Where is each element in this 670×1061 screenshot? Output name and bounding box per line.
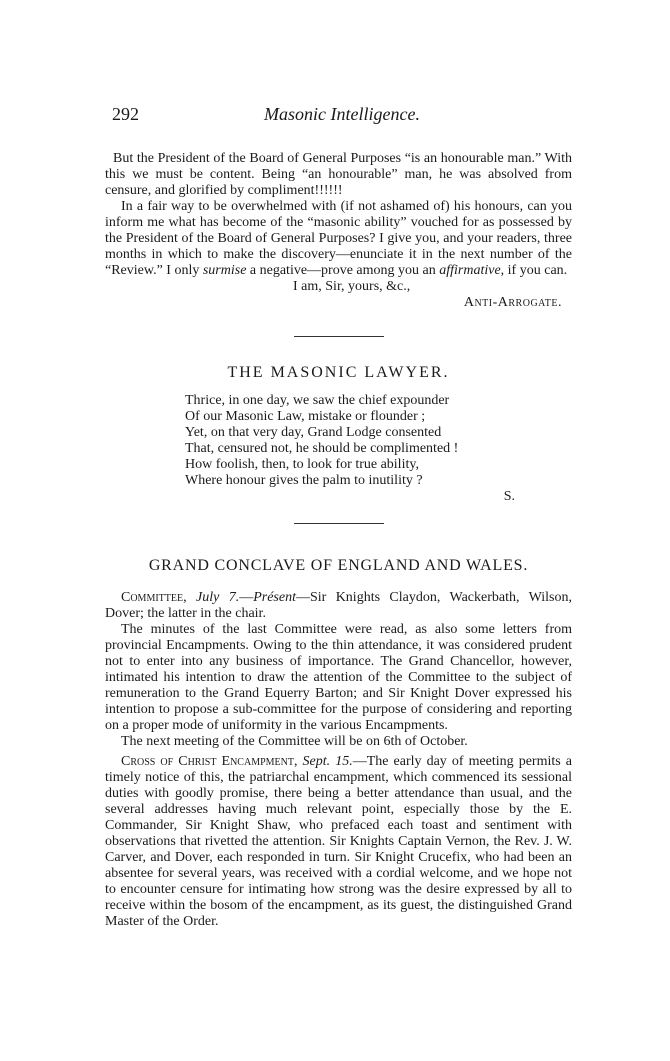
poem-line: That, censured not, he should be complimented ! (185, 441, 459, 456)
poem (185, 393, 515, 505)
next-meeting-paragraph: The next meeting of the Committee will be on 6th of October. (121, 734, 468, 749)
letter-paragraph-2: In a fair way to be overwhelmed with (if not ashamed of) his honours, can you inform me what has become of the “masonic ability” vouched for as possessed by the President of the Board of General Purposes? I give you, and your readers, three months in which to make the discovery—enunciate it in the next number of the “Review.” I only surmise a negative—prove among you an affirmative, if you can. (105, 199, 572, 278)
poem-line: Of our Masonic Law, mistake or flounder ; (185, 409, 426, 424)
letter-signature: Anti-Arrogate. (463, 295, 562, 310)
poem-title: THE MASONIC LAWYER. (227, 364, 450, 381)
page-body (105, 151, 572, 930)
poem-line: Where honour gives the palm to inutility ? (185, 473, 423, 488)
section-divider (294, 523, 384, 524)
committee-paragraph: Committee, July 7.—Présent—Sir Knights Claydon, Wackerbath, Wilson, Dover; the latter in the chair. (105, 590, 572, 621)
section-divider (294, 336, 384, 337)
letter-closing: I am, Sir, yours, &c., (293, 279, 411, 294)
page-header (112, 104, 572, 128)
encampment-paragraph: Cross of Christ Encampment, Sept. 15.—The early day of meeting permits a timely notice of this, the patriarchal encampment, which commenced its sessional duties with goodly promise, there being a better attendance than usual, and the several addresses having much relevant point, especially those by the E. Commander, Sir Knight Shaw, who prefaced each toast and sentiment with observations that rivetted the attention. Sir Knights Captain Vernon, the Rev. J. W. Carver, and Dover, each responded in turn. Sir Knight Crucefix, who had been an absentee for several years, was received with a cordial welcome, and we hope not to encounter censure for intimating how strong was the desire expressed by all to receive within the bosom of the encampment, as its guest, the distinguished Grand Master of the Order. (105, 754, 572, 929)
emphasis-surmise: surmise (202, 263, 247, 278)
emphasis-affirmative: affirmative (439, 263, 501, 278)
poem-line: Yet, on that very day, Grand Lodge consented (185, 425, 442, 440)
running-title: Masonic Intelligence. (264, 104, 420, 124)
minutes-paragraph: The minutes of the last Committee were read, as also some letters from provincial Encampments. Owing to the thin attendance, it was considered prudent not to enter into any business of importance. The Grand Chancellor, however, intimated his intention to draw the attention of the Committee to the subject of remuneration to the Grand Equerry Barton; and Sir Knight Dover expressed his intention to propose a sub-committee for the purpose of considering and reporting on a proper mode of uniformity in the various Encampments. (105, 622, 572, 733)
poem-line: Thrice, in one day, we saw the chief expounder (185, 393, 450, 408)
poem-line: How foolish, then, to look for true ability, (185, 457, 419, 472)
page-number: 292 (112, 104, 139, 124)
letter-signoff (105, 279, 572, 311)
poem-author: S. (503, 489, 515, 504)
letter-paragraph-1: But the President of the Board of General Purposes “is an honourable man.” With this we must be content. Being “an honourable” man, he was absolved from censure, and glorified by compliment!!!!!! (105, 151, 572, 198)
conclave-title: GRAND CONCLAVE OF ENGLAND AND WALES. (148, 557, 529, 574)
